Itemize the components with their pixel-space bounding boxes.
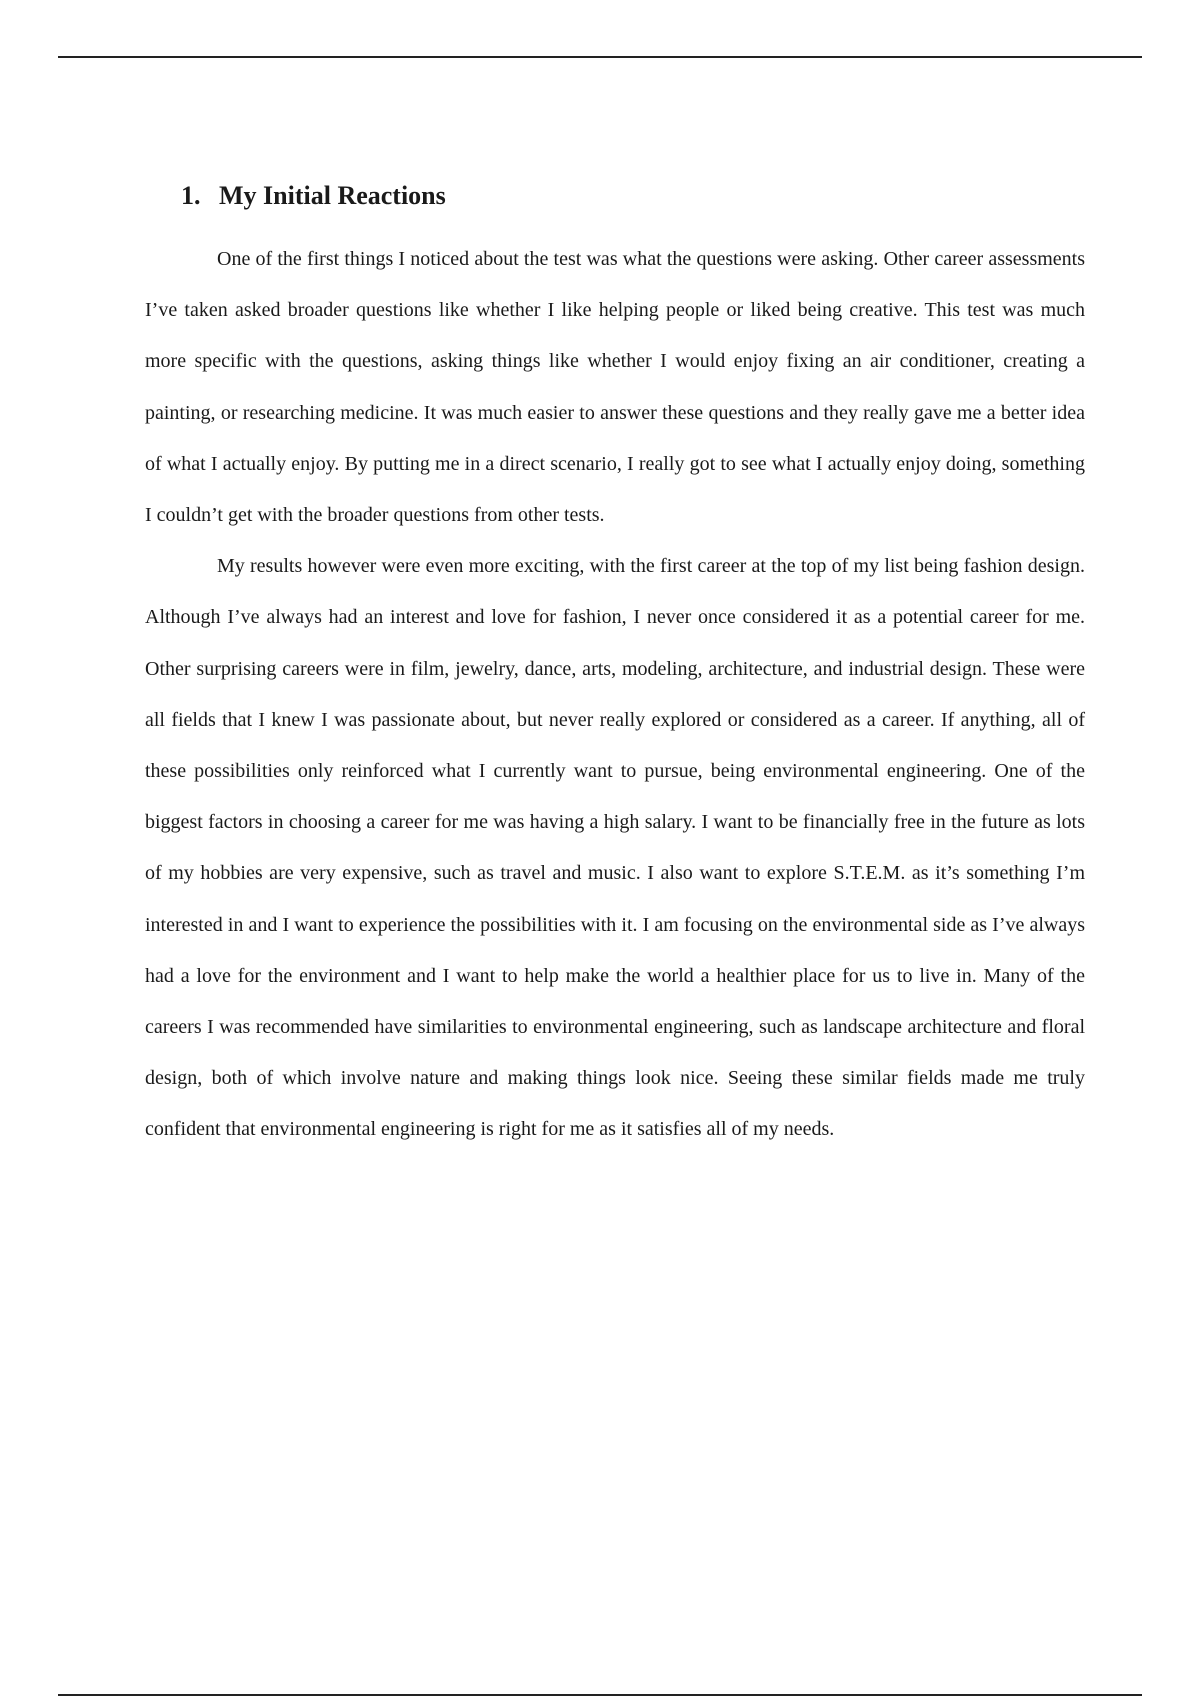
section-heading	[181, 176, 1085, 216]
paragraph-1: One of the first things I noticed about the test was what the questions were asking. Other career assessments I’ve taken asked broader questions like whether I like helping people or liked being creative. This test was much more specific with the questions, asking things like whether I would enjoy fixing an air conditioner, creating a painting, or researching medicine. It was much easier to answer these questions and they really gave me a better idea of what I actually enjoy. By putting me in a direct scenario, I really got to see what I actually enjoy doing, something I couldn’t get with the broader questions from other tests.	[145, 248, 1085, 527]
section-number: 1.	[181, 181, 201, 210]
bottom-divider	[58, 1694, 1142, 1696]
paragraph-2: My results however were even more exciting, with the first career at the top of my list being fashion design. Although I’ve always had an interest and love for fashion, I never once considered it as a potential career for me. Other surprising careers were in film, jewelry, dance, arts, modeling, architecture, and industrial design. These were all fields that I knew I was passionate about, but never really explored or considered as a career. If anything, all of these possibilities only reinforced what I currently want to pursue, being environmental engineering. One of the biggest factors in choosing a career for me was having a high salary. I want to be financially free in the future as lots of my hobbies are very expensive, such as travel and music. I also want to explore S.T.E.M. as it’s something I’m interested in and I want to experience the possibilities with it. I am focusing on the environmental side as I’ve always had a love for the environment and I want to help make the world a healthier place for us to live in. Many of the careers I was recommended have similarities to environmental engineering, such as landscape architecture and floral design, both of which involve nature and making things look nice. Seeing these similar fields made me truly confident that environmental engineering is right for me as it satisfies all of my needs.	[145, 555, 1085, 1141]
document-body	[145, 176, 1085, 1156]
top-divider	[58, 56, 1142, 58]
section-title: My Initial Reactions	[219, 181, 446, 210]
